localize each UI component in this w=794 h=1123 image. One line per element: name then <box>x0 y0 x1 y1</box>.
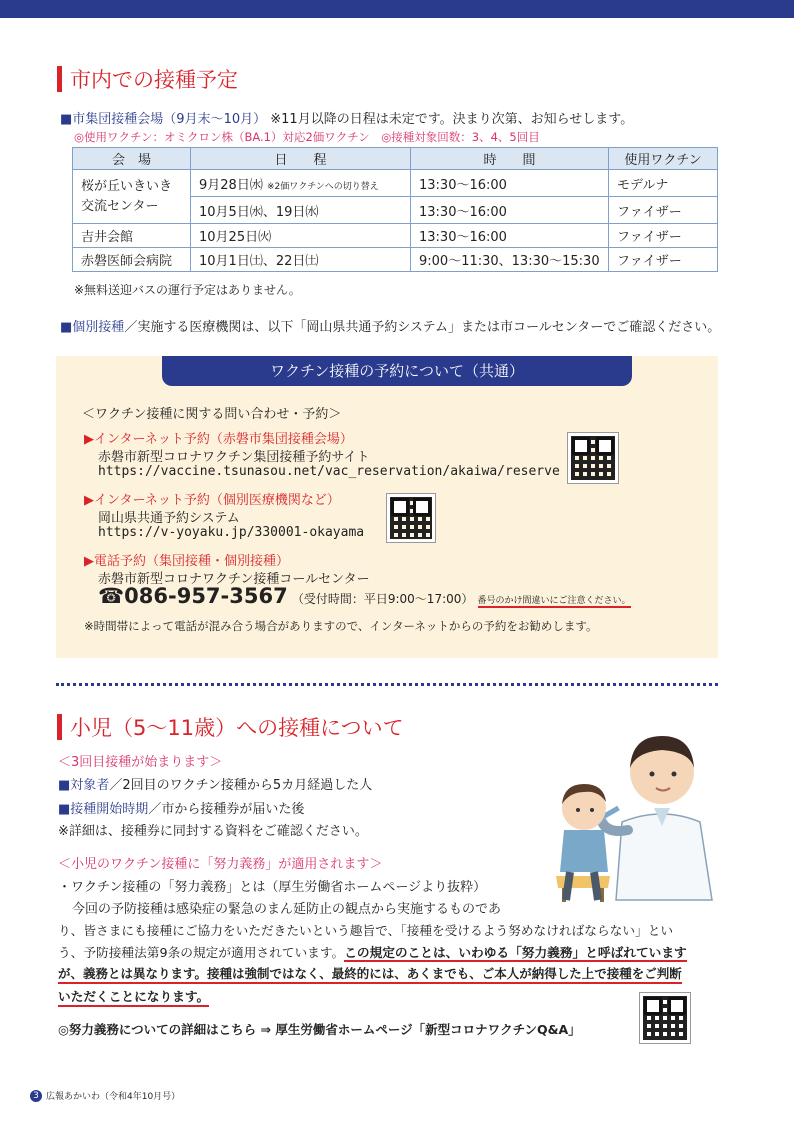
start-text: ／市から接種券が届いた後 <box>148 802 305 817</box>
venue-note: ※11月以降の日程は未定です。決まり次第、お知らせします。 <box>270 112 634 127</box>
time-cell: 9:00～11:30、13:30～15:30 <box>411 248 609 272</box>
net2-name: 岡山県共通予約システム <box>98 511 240 526</box>
detail-line: ※詳細は、接種券に同封する資料をご確認ください。 <box>58 824 368 839</box>
section1-title: 市内での接種予定 <box>70 68 238 92</box>
date-text: 9月28日㈬ <box>199 177 263 193</box>
phone-number[interactable]: ☎086-957-3567 <box>98 584 288 608</box>
venue-cell: 桜が丘いきいき交流センター <box>73 170 191 224</box>
section-title-child <box>57 712 404 742</box>
net1-label: ▶インターネット予約（赤磐市集団接種会場） <box>84 432 353 447</box>
page-number: 3 <box>30 1090 42 1102</box>
vaccine-cell: ファイザー <box>609 224 718 248</box>
individual-text: ／実施する医療機関は、以下「岡山県共通予約システム」または市コールセンターでご確認ください。 <box>124 320 721 335</box>
square-icon: ■ <box>58 778 71 793</box>
para5: いただくことになります。 <box>58 986 209 1007</box>
date-cell <box>191 170 411 197</box>
sub2: ＜小児のワクチン接種に「努力義務」が適用されます＞ <box>58 857 383 872</box>
square-icon: ■ <box>60 112 73 127</box>
sub1: ＜3回目接種が始まります＞ <box>58 755 223 770</box>
start-line <box>58 798 304 817</box>
phone-name: 赤磐市新型コロナワクチン接種コールセンター <box>98 572 370 587</box>
phone-hours: （受付時間：平日9:00～17:00） <box>291 592 474 606</box>
table-header-row <box>73 148 718 170</box>
table-note: ※無料送迎バスの運行予定はありません。 <box>74 283 301 297</box>
child-shirt <box>560 830 608 872</box>
title-mark <box>57 66 62 92</box>
vaccine-line: ◎使用ワクチン：オミクロン株（BA.1）対応2価ワクチン ◎接種対象回数：3、4、5回目 <box>74 130 540 144</box>
date-cell: 10月25日㈫ <box>191 224 411 248</box>
venue-line <box>60 108 633 127</box>
bullet-line: ・ワクチン接種の「努力義務」とは（厚生労働省ホームページより抜粋） <box>58 880 487 895</box>
more-info[interactable]: ◎努力義務についての詳細はこちら ⇒ 厚生労働省ホームページ「新型コロナワクチンQ&A」 <box>58 1022 581 1037</box>
time-cell: 13:30～16:00 <box>411 224 609 248</box>
para3a: う、予防接種法第9条の規定が適用されています。 <box>58 945 345 960</box>
section-title-city <box>57 64 238 94</box>
qr-code-icon[interactable] <box>568 433 618 483</box>
individual-line <box>60 316 720 335</box>
phone-caution: 番号のかけ間違いにご注意ください。 <box>477 596 631 606</box>
para1: 今回の予防接種は感染症の緊急のまん延防止の観点から実施するものであ <box>72 902 502 917</box>
footer-text: 広報あかいわ（令和4年10月号） <box>46 1092 181 1102</box>
venue-cell: 赤磐医師会病院 <box>73 248 191 272</box>
phone-label: ▶電話予約（集団接種・個別接種） <box>84 554 289 569</box>
target-text: ／2回目のワクチン接種から5カ月経過した人 <box>109 778 373 793</box>
vaccination-illustration <box>550 722 720 902</box>
time-cell: 13:30～16:00 <box>411 170 609 197</box>
reservation-subtitle: ＜ワクチン接種に関する問い合わせ・予約＞ <box>82 407 342 422</box>
date-note: ※2価ワクチンへの切り替え <box>266 181 379 192</box>
top-bar <box>0 0 794 18</box>
target-label: 対象者 <box>70 778 110 793</box>
net2-label: ▶インターネット予約（個別医療機関など） <box>84 493 340 508</box>
reservation-header: ワクチン接種の予約について（共通） <box>162 356 632 386</box>
net2-url[interactable]: https://v-yoyaku.jp/330001-okayama <box>98 525 365 540</box>
reservation-note: ※時間帯によって電話が混み合う場合がありますので、インターネットからの予約をお勧めします。 <box>84 619 598 633</box>
table-row <box>73 170 718 197</box>
vaccine-cell: ファイザー <box>609 197 718 224</box>
square-icon: ■ <box>60 320 73 335</box>
header-vaccine: 使用ワクチン <box>609 148 718 170</box>
para3b: この規定のことは、いわゆる「努力義務」と呼ばれています <box>344 945 687 960</box>
header-venue: 会 場 <box>73 148 191 170</box>
venue-label: 市集団接種会場（9月末～10月） <box>72 112 267 127</box>
para3 <box>58 942 687 961</box>
square-icon: ■ <box>58 802 71 817</box>
header-date: 日 程 <box>191 148 411 170</box>
divider <box>56 683 718 686</box>
para2: り、皆さまにも接種にご協力をいただきたいという趣旨で、「接種を受けるよう努めなければならない」とい <box>58 923 674 938</box>
title-mark <box>57 714 62 740</box>
individual-label: 個別接種 <box>72 320 125 335</box>
vaccine-cell: ファイザー <box>609 248 718 272</box>
section2-title: 小児（5～11歳）への接種について <box>70 716 404 740</box>
para4: が、義務とは異なります。接種は強制ではなく、最終的には、あくまでも、ご本人が納得した上で接種をご判断 <box>58 964 682 984</box>
table-row <box>73 224 718 248</box>
qr-code-icon[interactable] <box>640 993 690 1043</box>
target-line <box>58 774 372 793</box>
date-cell: 10月5日㈬、19日㈬ <box>191 197 411 224</box>
net1-url[interactable]: https://vaccine.tsunasou.net/vac_reservation/akaiwa/reserve <box>98 464 560 479</box>
venue-cell: 吉井会館 <box>73 224 191 248</box>
header-time: 時 間 <box>411 148 609 170</box>
start-label: 接種開始時期 <box>70 802 149 817</box>
vaccine-cell: モデルナ <box>609 170 718 197</box>
table-row <box>73 248 718 272</box>
qr-code-icon[interactable] <box>387 494 435 542</box>
schedule-table <box>72 147 718 272</box>
date-cell: 10月1日㈯、22日㈯ <box>191 248 411 272</box>
phone-line <box>98 584 631 608</box>
net1-name: 赤磐市新型コロナワクチン集団接種予約サイト <box>98 450 370 465</box>
time-cell: 13:30～16:00 <box>411 197 609 224</box>
